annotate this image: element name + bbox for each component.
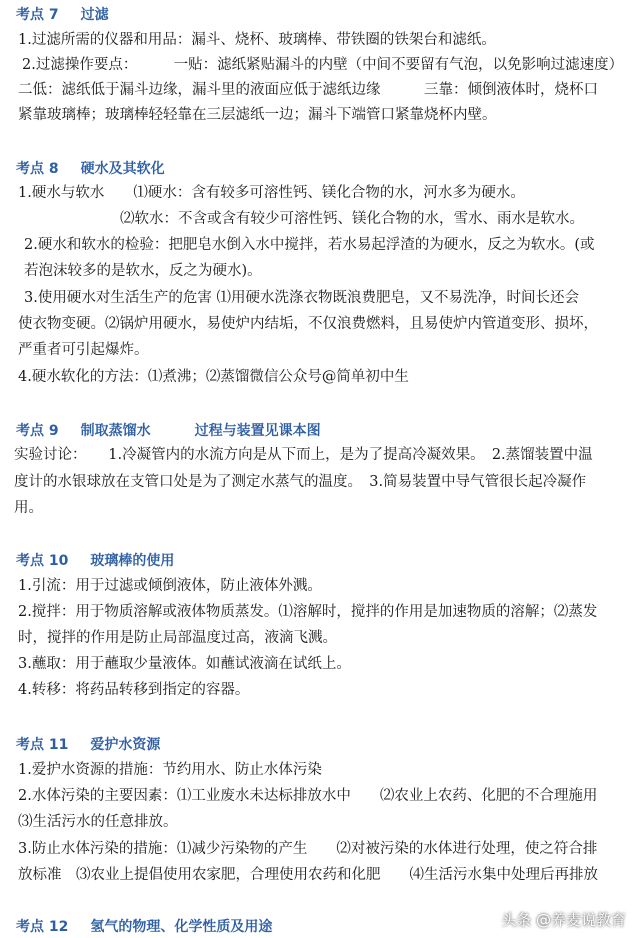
- section-label: 考点 12: [16, 919, 69, 935]
- k10-line-3: 时，搅拌的作用是防止局部温度过高，液滴飞溅。: [18, 630, 337, 646]
- section-label: 考点 7: [16, 7, 59, 23]
- k9-line-1: 实验讨论： 1.冷凝管内的水流方向是从下而上，是为了提高冷凝效果。 2.蒸馏装置中温: [14, 447, 593, 463]
- k10-line-4: 3.蘸取：用于蘸取少量液体。如蘸试液滴在试纸上。: [18, 656, 351, 672]
- section-heading-12: [16, 916, 272, 936]
- section-heading-8: [16, 158, 165, 178]
- section-heading-9: [16, 420, 321, 440]
- section-label: 考点 10: [16, 553, 69, 569]
- section-title: 玻璃棒的使用: [90, 553, 175, 569]
- section-title: 爱护水资源: [90, 737, 161, 753]
- section-note: 过程与装置见课本图: [194, 423, 321, 439]
- k9-line-2: 度计的水银球放在支管口处是为了测定水蒸气的温度。 3.简易装置中导气管很长起冷凝作: [14, 474, 587, 490]
- section-heading-10: [16, 550, 174, 570]
- k8-line-1: 1.硬水与软水 ⑴硬水：含有较多可溶性钙、镁化合物的水，河水多为硬水。: [18, 185, 525, 201]
- k11-line-2: 2.水体污染的主要因素：⑴工业废水未达标排放水中 ⑵农业上农药、化肥的不合理施用: [18, 788, 598, 804]
- k11-line-3: ⑶生活污水的任意排放。: [18, 814, 178, 830]
- k11-line-5: 放标准 ⑶农业上提倡使用农家肥，合理使用农药和化肥 ⑷生活污水集中处理后再排放: [18, 867, 598, 883]
- k11-line-4: 3.防止水体污染的措施：⑴减少污染物的产生 ⑵对被污染的水体进行处理，使之符合排: [18, 841, 598, 857]
- k8-line-5: 3.使用硬水对生活生产的危害 ⑴用硬水洗涤衣物既浪费肥皂，又不易洗净，时间长还会: [24, 290, 579, 306]
- section-title: 制取蒸馏水: [80, 423, 151, 439]
- watermark: 头条 @养麦说教育: [501, 911, 626, 929]
- section-label: 考点 9: [16, 423, 59, 439]
- k9-line-3: 用。: [14, 500, 43, 516]
- k8-line-6: 使衣物变硬。⑵锅炉用硬水，易使炉内结垢，不仅浪费燃料，且易使炉内管道变形、损坏，: [18, 316, 598, 332]
- k11-line-1: 1.爱护水资源的措施：节约用水、防止水体污染: [18, 762, 322, 778]
- k8-line-3: 2.硬水和软水的检验：把肥皂水倒入水中搅拌，若水易起浮渣的为硬水，反之为软水。(或: [24, 237, 595, 253]
- k10-line-5: 4.转移：将药品转移到指定的容器。: [18, 682, 250, 698]
- k7-line-3: 二低：滤纸低于漏斗边缘，漏斗里的液面应低于滤纸边缘 三靠：倾倒液体时，烧杯口: [18, 82, 598, 98]
- section-heading-7: [16, 4, 109, 24]
- k8-line-7: 严重者可引起爆炸。: [18, 342, 149, 358]
- section-title: 过滤: [80, 7, 109, 23]
- k10-line-2: 2.搅拌：用于物质溶解或液体物质蒸发。⑴溶解时，搅拌的作用是加速物质的溶解；⑵蒸发: [18, 604, 598, 620]
- k8-line-2: ⑵软水：不含或含有较少可溶性钙、镁化合物的水，雪水、雨水是软水。: [120, 211, 584, 227]
- section-title: 硬水及其软化: [80, 161, 165, 177]
- section-label: 考点 8: [16, 161, 59, 177]
- k7-line-2: 2.过滤操作要点： 一贴：滤纸紧贴漏斗的内壁（中间不要留有气泡，以免影响过滤速度）: [22, 57, 624, 73]
- section-label: 考点 11: [16, 737, 69, 753]
- section-heading-11: [16, 734, 160, 754]
- k7-line-4: 紧靠玻璃棒；玻璃棒轻轻靠在三层滤纸一边；漏斗下端管口紧靠烧杯内壁。: [18, 107, 497, 123]
- k10-line-1: 1.引流：用于过滤或倾倒液体，防止液体外溅。: [18, 578, 322, 594]
- k7-line-1: 1.过滤所需的仪器和用品：漏斗、烧杯、玻璃棒、带铁圈的铁架台和滤纸。: [18, 32, 496, 48]
- k8-line-4: 若泡沫较多的是软水，反之为硬水)。: [24, 263, 262, 279]
- k8-line-8: 4.硬水软化的方法：⑴煮沸；⑵蒸馏微信公众号@简单初中生: [18, 369, 409, 385]
- section-title: 氢气的物理、化学性质及用途: [90, 919, 273, 935]
